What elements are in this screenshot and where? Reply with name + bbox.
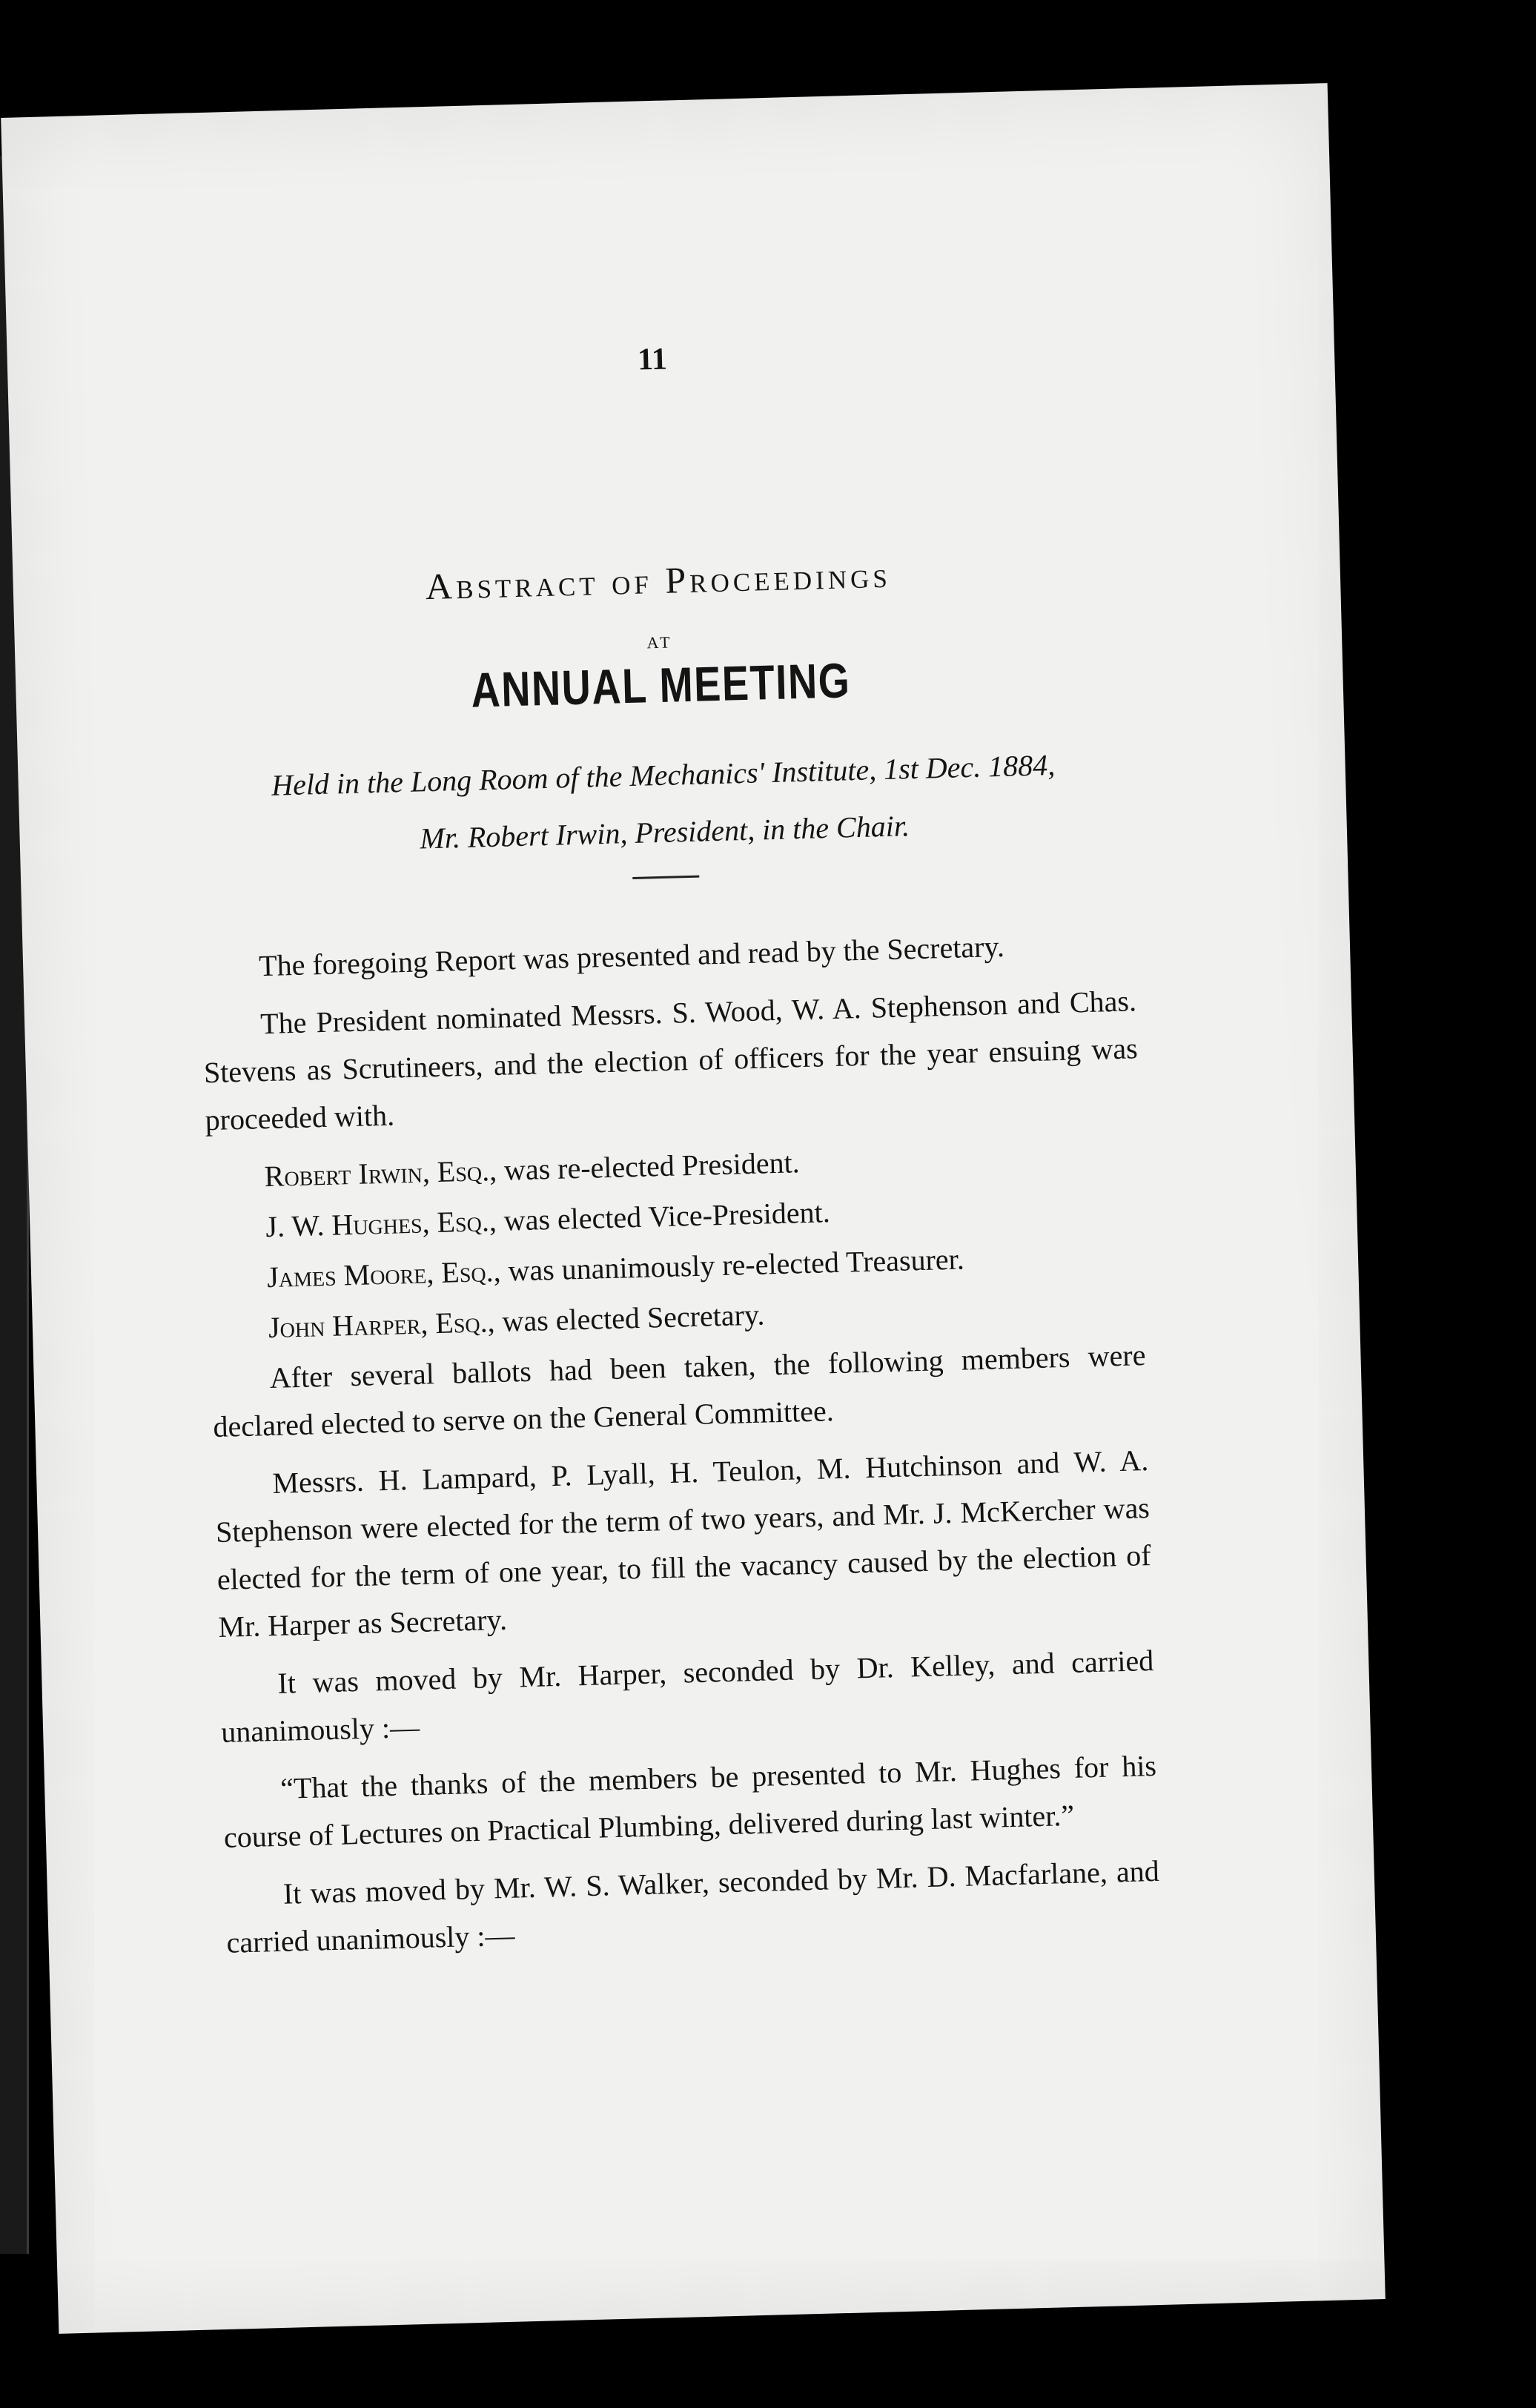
paragraph-ballots: After several ballots had been taken, the following members were declared elected to serve on the General Committee. bbox=[212, 1338, 1146, 1444]
document-page bbox=[1, 83, 1386, 2334]
officer-role-text: , was unanimously re-elected Treasurer. bbox=[492, 1242, 965, 1289]
paragraph-motion-walker: It was moved by Mr. W. S. Walker, seconded by Mr. D. Macfarlane, and carried unanimously :— bbox=[226, 1853, 1160, 1959]
meeting-location-line: Held in the Long Room of the Mechanics' Institute, 1st Dec. 1884, bbox=[271, 748, 1056, 802]
officer-role-text: , was re-elected President. bbox=[489, 1145, 801, 1188]
paragraph-committee-elected: Messrs. H. Lampard, P. Lyall, H. Teulon, M. Hutchinson and W. A. Stephenson were elected for the term of two years, and Mr. J. McKercher was elected for the term of one year, to fill the vacancy caused by the election of Mr. Harper as Secretary. bbox=[215, 1443, 1152, 1644]
title-connector: AT bbox=[646, 632, 673, 652]
officer-name: John Harper, Esq. bbox=[268, 1305, 489, 1345]
page-title: Abstract of Proceedings bbox=[425, 553, 892, 608]
page-content bbox=[185, 330, 1162, 1977]
meeting-heading: ANNUAL MEETING bbox=[470, 652, 852, 718]
section-divider bbox=[632, 876, 699, 879]
page-number: 11 bbox=[637, 342, 668, 377]
paragraph-motion-harper: It was moved by Mr. Harper, seconded by Dr. Kelley, and carried unanimously :— bbox=[220, 1643, 1154, 1749]
officer-name: Robert Irwin, Esq. bbox=[264, 1154, 490, 1194]
meeting-chair-line: Mr. Robert Irwin, President, in the Chair. bbox=[419, 809, 910, 856]
officer-name: J. W. Hughes, Esq. bbox=[265, 1204, 490, 1244]
officer-role-text: , was elected Vice-President. bbox=[489, 1195, 831, 1238]
paragraph-report-read: The foregoing Report was presented and read by the Secretary. bbox=[258, 929, 1005, 983]
paragraph-scrutineers: The President nominated Messrs. S. Wood, W. A. Stephenson and Chas. Stevens as Scrutineers, and the election of officers for the year ensuing was proceeded with. bbox=[203, 984, 1139, 1137]
officer-name: James Moore, Esq. bbox=[266, 1254, 494, 1294]
paragraph-resolution-thanks: “That the thanks of the members be presented to Mr. Hughes for his course of Lectures on Practical Plumbing, delivered during last winter.” bbox=[223, 1748, 1157, 1854]
officer-role-text: , was elected Secretary. bbox=[486, 1297, 765, 1339]
